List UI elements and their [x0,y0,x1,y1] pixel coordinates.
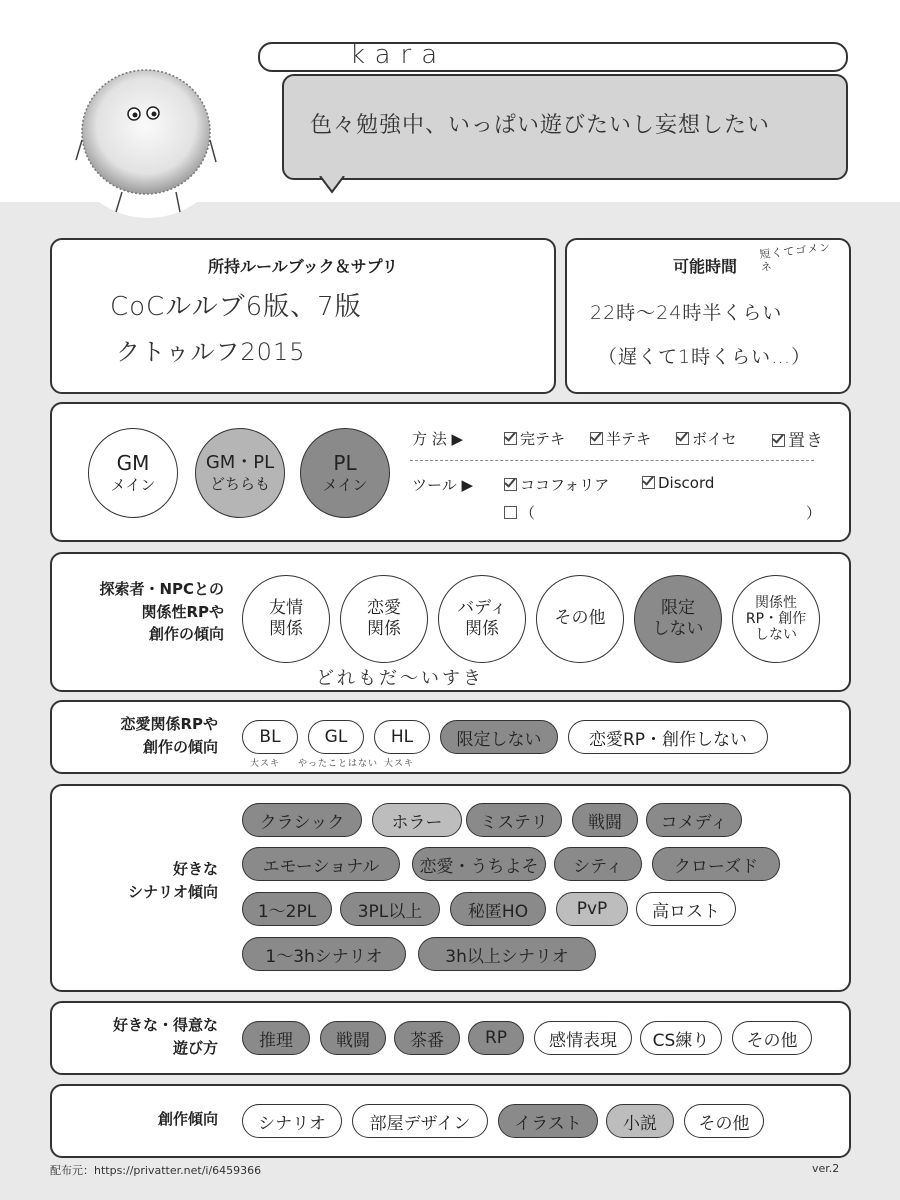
scenario-classic[interactable]: クラシック [242,803,362,837]
scenario-label: 好きな シナリオ傾向 [128,860,218,901]
play-farce[interactable]: 茶番 [394,1021,460,1055]
creation-illust[interactable]: イラスト [498,1104,598,1138]
creation-scenario[interactable]: シナリオ [242,1104,342,1138]
method-option-3[interactable]: ボイセ [676,428,737,449]
role-pl[interactable] [300,428,390,518]
time-line2: （遅くて1時くらい…） [598,346,812,368]
tool-option-1[interactable]: ココフォリア [504,474,609,495]
role-pl-l1: PL [333,451,357,476]
scenario-mystery[interactable]: ミステリ [466,803,562,837]
time-title: 可能時間 [672,257,737,276]
relation-friendship[interactable]: 友情 関係 [242,575,330,663]
checkbox-icon[interactable] [642,476,655,489]
scenario-3h-plus[interactable]: 3h以上シナリオ [418,937,596,971]
tool-other-close: ） [806,504,822,522]
creation-other[interactable]: その他 [684,1104,764,1138]
rulebook-line1: CoCルルブ6版、7版 [110,292,362,322]
creation-novel[interactable]: 小説 [606,1104,674,1138]
romance-bl[interactable]: BL [242,720,298,754]
footer-version: ver.2 [812,1162,840,1175]
checkbox-icon[interactable] [504,432,517,445]
romance-none[interactable]: 恋愛RP・創作しない [568,720,768,754]
romance-note-bl: 大スキ [250,759,281,769]
checkbox-icon[interactable] [504,506,517,519]
checkbox-icon[interactable] [590,432,603,445]
role-both-l2: どちらも [209,474,270,493]
play-emotion[interactable]: 感情表現 [534,1021,632,1055]
time-note: 短くてゴメンネ [758,240,832,275]
checkbox-icon[interactable] [504,478,517,491]
method-option-4[interactable]: 置き [772,426,824,451]
role-pl-l2: メイン [322,476,368,495]
romance-label: 恋愛関係RPや 創作の傾向 [120,715,218,756]
scenario-3pl[interactable]: 3PL以上 [340,892,440,926]
creation-room[interactable]: 部屋デザイン [352,1104,488,1138]
profile-name: kara [350,40,448,70]
avatar [58,40,238,220]
tool-option-2[interactable]: Discord [642,474,714,492]
profile-bio: 色々勉強中、いっぱい遊びたいし妄想したい [310,113,771,138]
role-gm[interactable] [88,428,178,518]
scenario-1-3h[interactable]: 1〜3hシナリオ [242,937,406,971]
relation-romance[interactable]: 恋愛 関係 [340,575,428,663]
scenario-1-2pl[interactable]: 1〜2PL [242,892,332,926]
scenario-romance[interactable]: 恋愛・うちよそ [412,847,546,881]
play-cs[interactable]: CS練り [640,1021,722,1055]
romance-gl[interactable]: GL [308,720,364,754]
scenario-closed[interactable]: クローズド [652,847,780,881]
relation-none[interactable]: 関係性 RP・創作 しない [732,575,820,663]
checkbox-icon[interactable] [676,432,689,445]
scenario-pvp[interactable]: PvP [556,892,628,926]
romance-note-gl: やったことはない [298,759,379,769]
method-option-1[interactable]: 完テキ [504,428,565,449]
role-gm-l1: GM [116,451,150,476]
scenario-horror[interactable]: ホラー [372,803,462,837]
method-divider [410,460,814,461]
role-both-l1: GM・PL [205,452,275,474]
play-combat[interactable]: 戦闘 [320,1021,386,1055]
role-both[interactable] [195,428,285,518]
scenario-high-lost[interactable]: 高ロスト [636,892,736,926]
romance-note-hl: 大スキ [384,759,415,769]
play-other[interactable]: その他 [732,1021,812,1055]
relation-buddy[interactable]: バディ 関係 [438,575,526,663]
play-label: 好きな・得意な 遊び方 [112,1016,218,1057]
relation-unlimited[interactable]: 限定 しない [634,575,722,663]
role-gm-l2: メイン [110,476,156,495]
romance-unlimited[interactable]: 限定しない [440,720,558,754]
relation-other[interactable]: その他 [536,575,624,663]
play-deduction[interactable]: 推理 [242,1021,310,1055]
name-box [258,42,848,72]
scenario-comedy[interactable]: コメディ [646,803,742,837]
creation-label: 創作傾向 [157,1110,218,1128]
relation-note: どれもだ〜いすき [316,668,484,689]
scenario-emotional[interactable]: エモーショナル [242,847,400,881]
rulebook-line2: クトゥルフ2015 [116,338,306,366]
romance-hl[interactable]: HL [374,720,430,754]
rulebook-title: 所持ルールブック＆サプリ [208,257,398,276]
method-option-2[interactable]: 半テキ [590,428,651,449]
relation-label: 探索者・NPCとの 関係性RPや 創作の傾向 [99,580,224,643]
play-rp[interactable]: RP [468,1021,524,1055]
tool-option-other[interactable]: （ [504,502,535,523]
method-label: 方 法 ▶ [412,430,464,448]
scenario-city[interactable]: シティ [554,847,642,881]
scenario-combat[interactable]: 戦闘 [572,803,638,837]
footer-source: 配布元：https://privatter.net/i/6459366 [50,1164,262,1177]
checkbox-icon[interactable] [772,434,785,447]
bubble-tail [318,176,348,194]
time-line1: 22時〜24時半くらい [590,302,783,324]
scenario-hidden-ho[interactable]: 秘匿HO [450,892,546,926]
tool-label: ツール ▶ [412,476,474,494]
